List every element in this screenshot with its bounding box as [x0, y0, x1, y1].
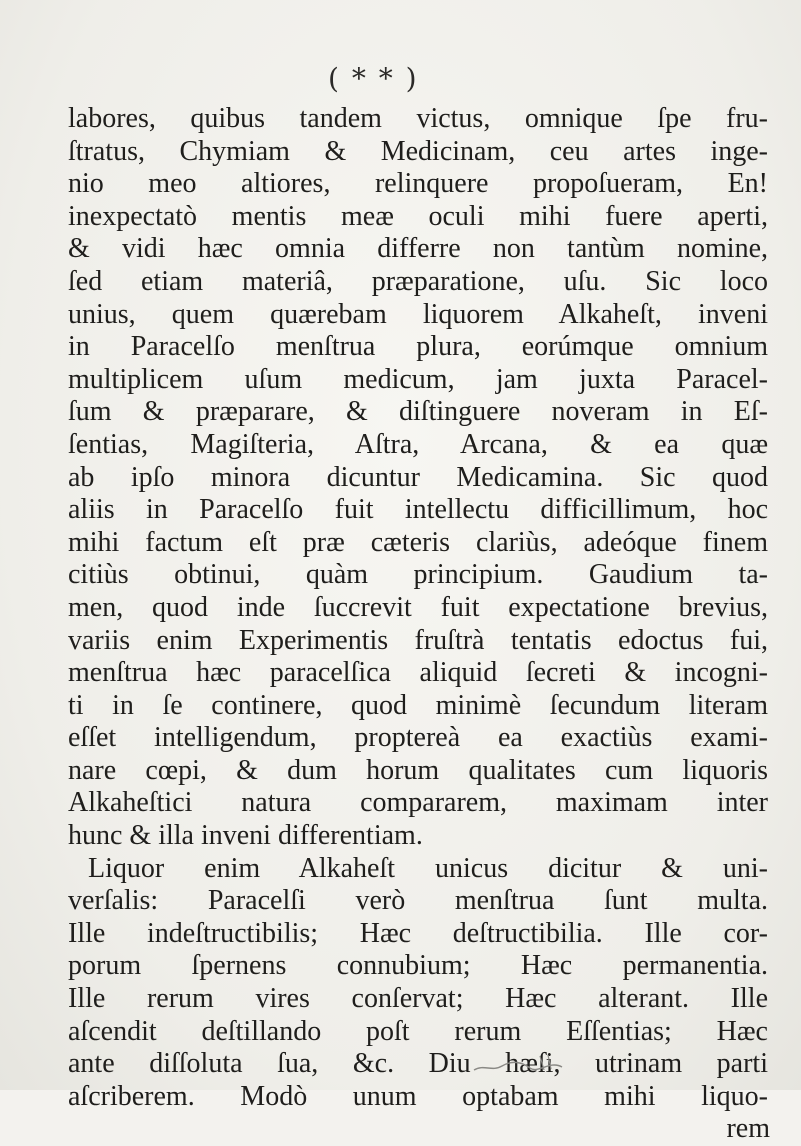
text-line-26: Ille indeſtructibilis; Hæc deſtructibilia. Ille cor- [68, 917, 768, 949]
text-line-13: aliis in Paracelſo fuit intellectu difficillimum, hoc [68, 494, 768, 526]
text-line-29: aſcendit deſtillando poſt rerum Eſſentias; Hæc [68, 1015, 768, 1047]
text-line-11: ſentias, Magiſteria, Aſtra, Arcana, & ea quæ [68, 428, 768, 460]
text-line-30: ante diſſoluta ſua, &c. Diu hæſi, utrinam parti [68, 1048, 768, 1080]
ink-smudge-mark [470, 1052, 590, 1074]
text-line-5: & vidi hæc omnia differre non tantùm nomine, [68, 233, 768, 265]
text-line-21: nare cœpi, & dum horum qualitates cum liquoris [68, 754, 768, 786]
text-line-23: hunc & illa inveni differentiam. [68, 820, 423, 852]
text-line-20: eſſet intelligendum, proptereà ea exactiùs exami- [68, 722, 768, 754]
text-line-18: menſtrua hæc paracelſica aliquid ſecreti & incogni- [68, 657, 768, 689]
text-line-22: Alkaheſtici natura compararem, maximam inter [68, 787, 768, 819]
text-line-31: aſcriberem. Modò unum optabam mihi liquo- [68, 1080, 768, 1112]
body-text [68, 103, 780, 1146]
text-line-6: ſed etiam materiâ, præparatione, uſu. Sic loco [68, 265, 768, 297]
text-line-24: Liquor enim Alkaheſt unicus dicitur & uni- [88, 852, 768, 884]
text-line-7: unius, quem quærebam liquorem Alkaheſt, inveni [68, 298, 768, 330]
text-line-2: ſtratus, Chymiam & Medicinam, ceu artes inge- [68, 135, 768, 167]
text-line-1: labores, quibus tandem victus, omnique ſpe fru- [68, 103, 768, 134]
signature-marker: ( * * ) [328, 62, 419, 95]
text-line-10: ſum & præparare, & diſtinguere noveram in Eſ- [68, 396, 768, 428]
text-line-14: mihi factum eſt præ cæteris clariùs, adeóque finem [68, 526, 768, 558]
text-line-15: citiùs obtinui, quàm principium. Gaudium ta- [68, 559, 768, 591]
text-line-27: porum ſpernens connubium; Hæc permanentia. [68, 950, 768, 982]
text-line-16: men, quod inde ſuccrevit fuit expectatione brevius, [68, 591, 768, 623]
text-line-3: nio meo altiores, relinquere propoſueram, En! [68, 168, 768, 200]
catchword: rem [726, 1113, 770, 1145]
text-line-8: in Paracelſo menſtrua plura, eorúmque omnium [68, 331, 768, 363]
text-line-19: ti in ſe continere, quod minimè ſecundum literam [68, 689, 768, 721]
text-line-28: Ille rerum vires conſervat; Hæc alterant. Ille [68, 983, 768, 1015]
text-line-12: ab ipſo minora dicuntur Medicamina. Sic quod [68, 461, 768, 493]
text-line-25: verſalis: Paracelſi verò menſtrua ſunt multa. [68, 885, 768, 917]
text-line-9: multiplicem uſum medicum, jam juxta Paracel- [68, 363, 768, 395]
text-line-17: variis enim Experimentis fruſtrà tentatis edoctus fui, [68, 624, 768, 656]
text-line-4: inexpectatò mentis meæ oculi mihi fuere aperti, [68, 200, 768, 232]
